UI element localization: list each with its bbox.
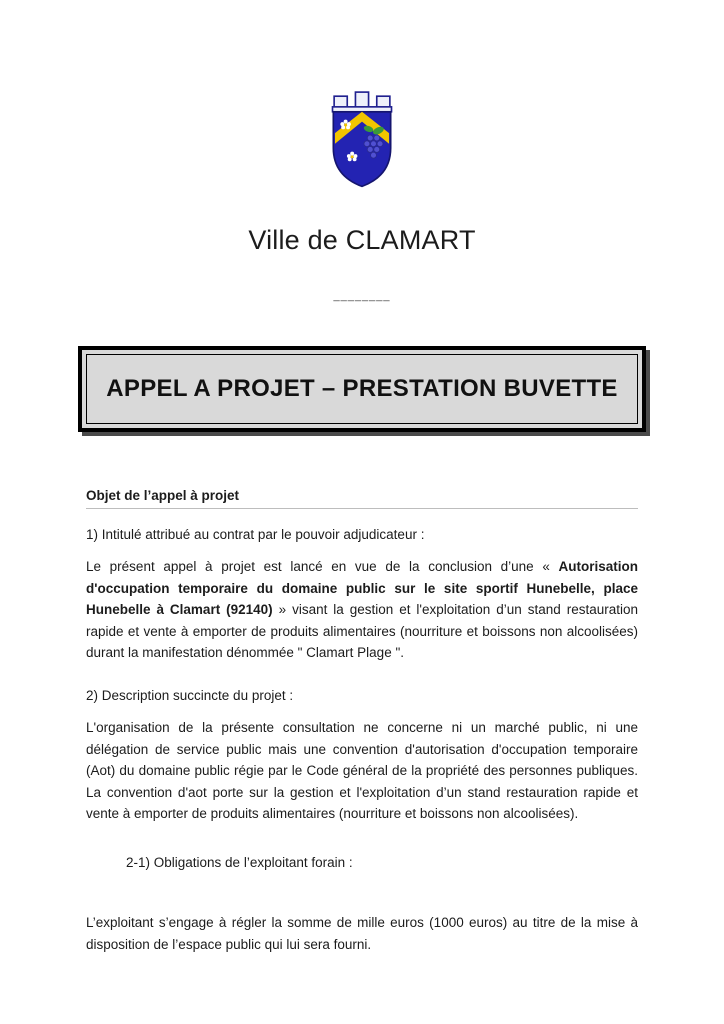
- paragraph-1-pre: Le présent appel à projet est lancé en vue de la conclusion d’une «: [86, 559, 559, 574]
- item-2-label: 2) Description succincte du projet :: [86, 687, 294, 703]
- banner-title: APPEL A PROJET – PRESTATION BUVETTE: [86, 354, 638, 424]
- separator-line: ________: [333, 290, 391, 302]
- paragraph-3: L’exploitant s’engage à régler la somme de mille euros (1000 euros) au titre de la mise à disposition de l’espace public qui lui sera fourni.: [86, 914, 638, 952]
- city-title: Ville de CLAMART: [248, 225, 476, 255]
- title-banner: [78, 346, 646, 432]
- section-heading-objet: Objet de l’appel à projet: [86, 488, 638, 509]
- clamart-coat-of-arms-icon: [321, 88, 403, 188]
- paragraph-1: [86, 556, 638, 664]
- mural-crown: [332, 92, 391, 112]
- item-2-1-label: 2-1) Obligations de l’exploitant forain :: [126, 854, 353, 870]
- item-1-label: 1) Intitulé attribué au contrat par le pouvoir adjudicateur :: [86, 527, 425, 542]
- paragraph-1-bold: Autorisation d'occupation temporaire du domaine public sur le site sportif Hunebelle, place Hunebelle à Clamart (92140): [86, 559, 638, 618]
- crest-container: [86, 88, 638, 193]
- paragraph-1-post: » visant la gestion et l'exploitation d’un stand restauration rapide et vente à emporter de produits alimentaires (nourriture et boissons non alcoolisées) durant la manifestation dénommée " Clamart Plage ".: [86, 602, 638, 661]
- paragraph-2: L'organisation de la présente consultation ne concerne ni un marché public, ni une délégation de service public mais une convention d'autorisation d'occupation temporaire (Aot) du domaine public régie par le Code général de la propriété des personnes publiques. La convention d'aot porte sur la gestion et l'exploitation d’un stand restauration rapide et vente à emporter de produits alimentaires (nourriture et boissons non alcoolisées).: [86, 719, 638, 822]
